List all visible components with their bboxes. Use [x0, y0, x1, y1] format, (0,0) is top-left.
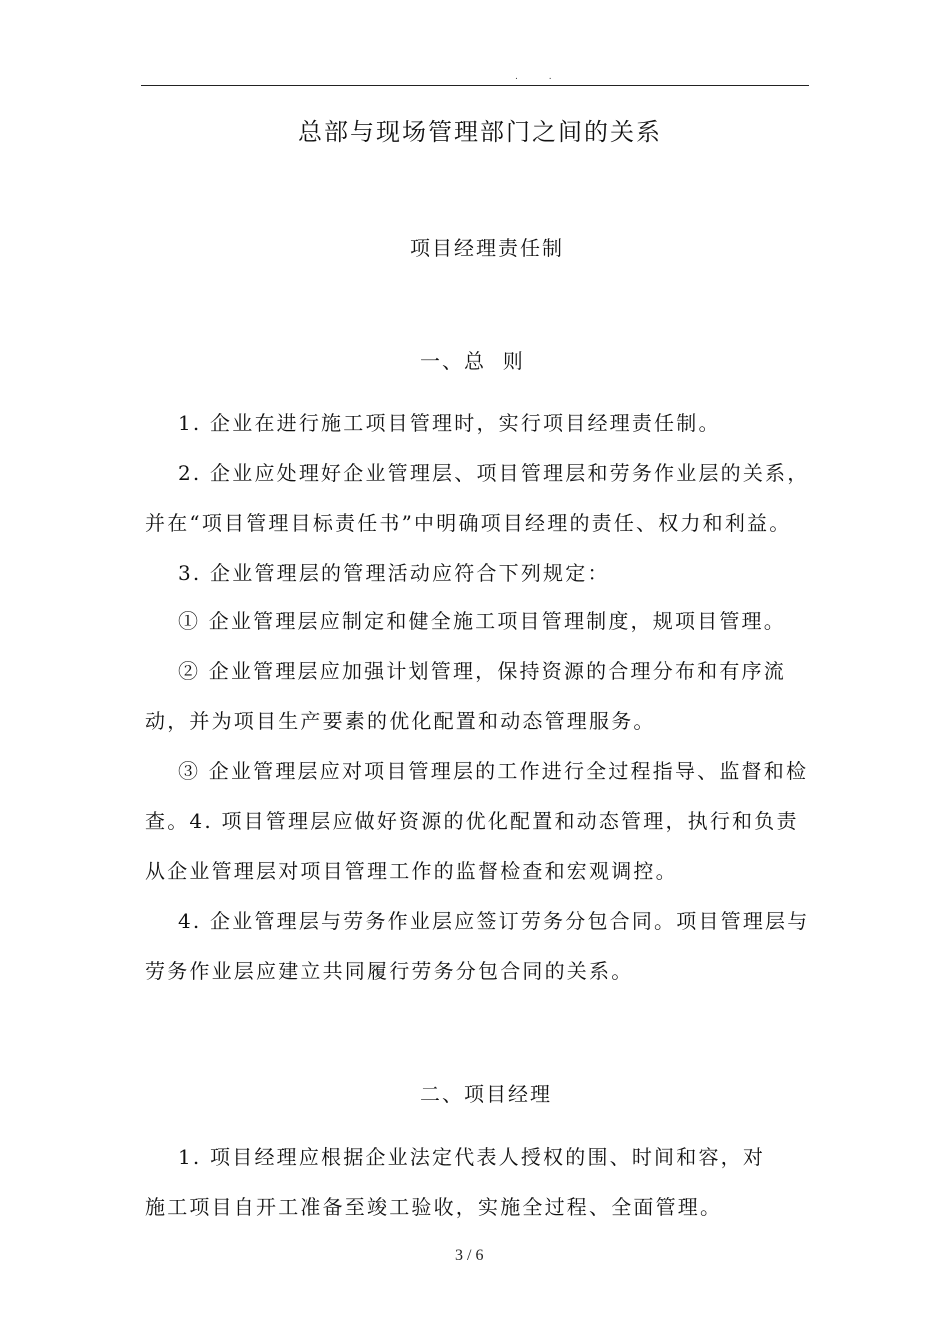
paragraph-line: 施工项目自开工准备至竣工验收，实施全过程、全面管理。	[145, 1195, 723, 1219]
header-rule	[141, 85, 809, 86]
paragraph-line: 查。4. 项目管理层应做好资源的优化配置和动态管理，执行和负责	[145, 809, 799, 833]
section-heading-general: 一、总 则	[420, 349, 525, 373]
paragraph-line: 4. 企业管理层与劳务作业层应签订劳务分包合同。项目管理层与	[178, 909, 810, 933]
paragraph-line: ② 企业管理层应加强计划管理，保持资源的合理分布和有序流	[178, 659, 786, 683]
paragraph-line: 从企业管理层对项目管理工作的监督检查和宏观调控。	[145, 859, 678, 883]
paragraph-line: 劳务作业层应建立共同履行劳务分包合同的关系。	[145, 959, 634, 983]
document-subtitle: 项目经理责任制	[410, 236, 564, 260]
paragraph-line: ① 企业管理层应制定和健全施工项目管理制度，规项目管理。	[178, 609, 786, 633]
header-dots: . .	[515, 72, 566, 82]
paragraph-line: 1. 项目经理应根据企业法定代表人授权的围、时间和容，对	[178, 1145, 766, 1169]
paragraph-line: 3. 企业管理层的管理活动应符合下列规定：	[178, 561, 610, 585]
page-number: 3 / 6	[455, 1247, 484, 1264]
paragraph-line: ③ 企业管理层应对项目管理层的工作进行全过程指导、监督和检	[178, 759, 809, 783]
paragraph-line: 并在“项目管理目标责任书”中明确项目经理的责任、权力和利益。	[145, 511, 792, 535]
paragraph-line: 2. 企业应处理好企业管理层、项目管理层和劳务作业层的关系，	[178, 461, 810, 485]
document-title: 总部与现场管理部门之间的关系	[298, 118, 662, 146]
paragraph-line: 动，并为项目生产要素的优化配置和动态管理服务。	[145, 709, 656, 733]
paragraph-line: 1. 企业在进行施工项目管理时，实行项目经理责任制。	[178, 411, 721, 435]
section-heading-project-manager: 二、项目经理	[420, 1082, 552, 1106]
